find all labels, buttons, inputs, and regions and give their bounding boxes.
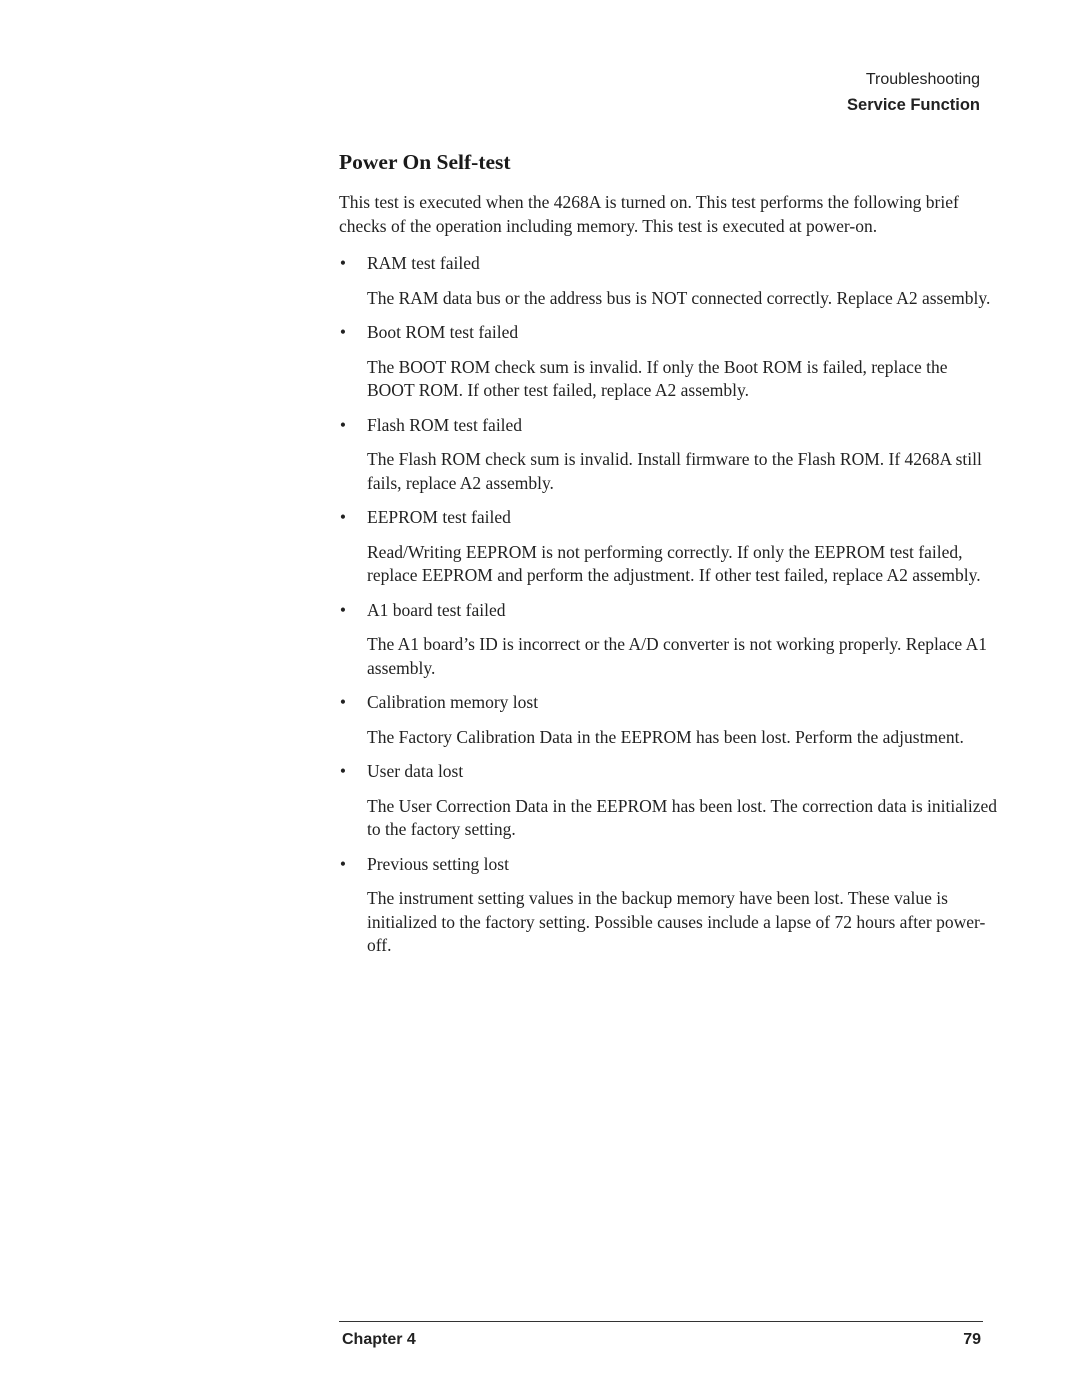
list-item	[339, 414, 999, 496]
item-title	[339, 853, 999, 877]
item-title-text: Previous setting lost	[367, 853, 509, 874]
item-description: The User Correction Data in the EEPROM has been lost. The correction data is initialized to the factory setting.	[367, 795, 997, 839]
item-title	[339, 506, 999, 530]
item-title-text: Boot ROM test failed	[367, 322, 519, 342]
list-item	[339, 252, 999, 310]
item-title	[339, 599, 999, 623]
list-item	[339, 691, 999, 749]
list-item	[339, 760, 999, 842]
item-description: The Factory Calibration Data in the EEPROM has been lost. Perform the adjustment.	[367, 726, 964, 747]
list-item	[339, 599, 999, 681]
bullet-icon: •	[339, 761, 347, 781]
item-description: Read/Writing EEPROM is not performing correctly. If only the EEPROM test failed, replace EEPROM and perform the adjustment. If other test failed, replace A2 assembly.	[367, 541, 981, 585]
item-title	[339, 691, 999, 715]
bullet-icon: •	[339, 692, 347, 712]
bullet-icon: •	[339, 599, 347, 620]
running-header-chapter: Troubleshooting	[865, 71, 980, 88]
page-number: 79	[963, 1331, 981, 1348]
bullet-icon: •	[339, 253, 347, 273]
item-title	[339, 760, 999, 784]
bullet-icon: •	[339, 414, 347, 435]
list-item	[339, 506, 999, 588]
bullet-icon: •	[339, 853, 347, 874]
footer-chapter-label: Chapter 4	[342, 1331, 416, 1348]
bullet-icon: •	[339, 507, 347, 527]
item-title-text: A1 board test failed	[367, 599, 506, 620]
list-item	[339, 853, 999, 958]
item-description: The instrument setting values in the backup memory have been lost. These value is initialized to the factory setting. Possible causes include a lapse of 72 hours after power-off.	[367, 888, 986, 955]
item-title-text: EEPROM test failed	[367, 507, 511, 527]
item-description: The RAM data bus or the address bus is NOT connected correctly. Replace A2 assembly.	[367, 287, 991, 308]
item-title	[339, 252, 999, 276]
item-title	[339, 321, 999, 345]
item-title-text: User data lost	[367, 761, 464, 781]
footer-divider	[339, 1321, 983, 1322]
list-item	[339, 321, 999, 403]
running-header-section: Service Function	[847, 96, 980, 114]
item-title-text: RAM test failed	[367, 253, 480, 273]
self-test-error-list	[339, 252, 999, 969]
item-description: The Flash ROM check sum is invalid. Install firmware to the Flash ROM. If 4268A still fails, replace A2 assembly.	[367, 449, 982, 493]
bullet-icon: •	[339, 322, 347, 342]
section-heading: Power On Self-test	[339, 150, 511, 174]
item-description: The BOOT ROM check sum is invalid. If only the Boot ROM is failed, replace the BOOT ROM. If other test failed, replace A2 assembly.	[367, 356, 948, 400]
item-title-text: Flash ROM test failed	[367, 414, 523, 435]
intro-paragraph: This test is executed when the 4268A is turned on. This test performs the following brief checks of the operation including memory. This test is executed at power-on.	[339, 192, 959, 236]
item-title	[339, 414, 999, 438]
item-title-text: Calibration memory lost	[367, 692, 539, 712]
item-description: The A1 board’s ID is incorrect or the A/D converter is not working properly. Replace A1 assembly.	[367, 634, 987, 678]
